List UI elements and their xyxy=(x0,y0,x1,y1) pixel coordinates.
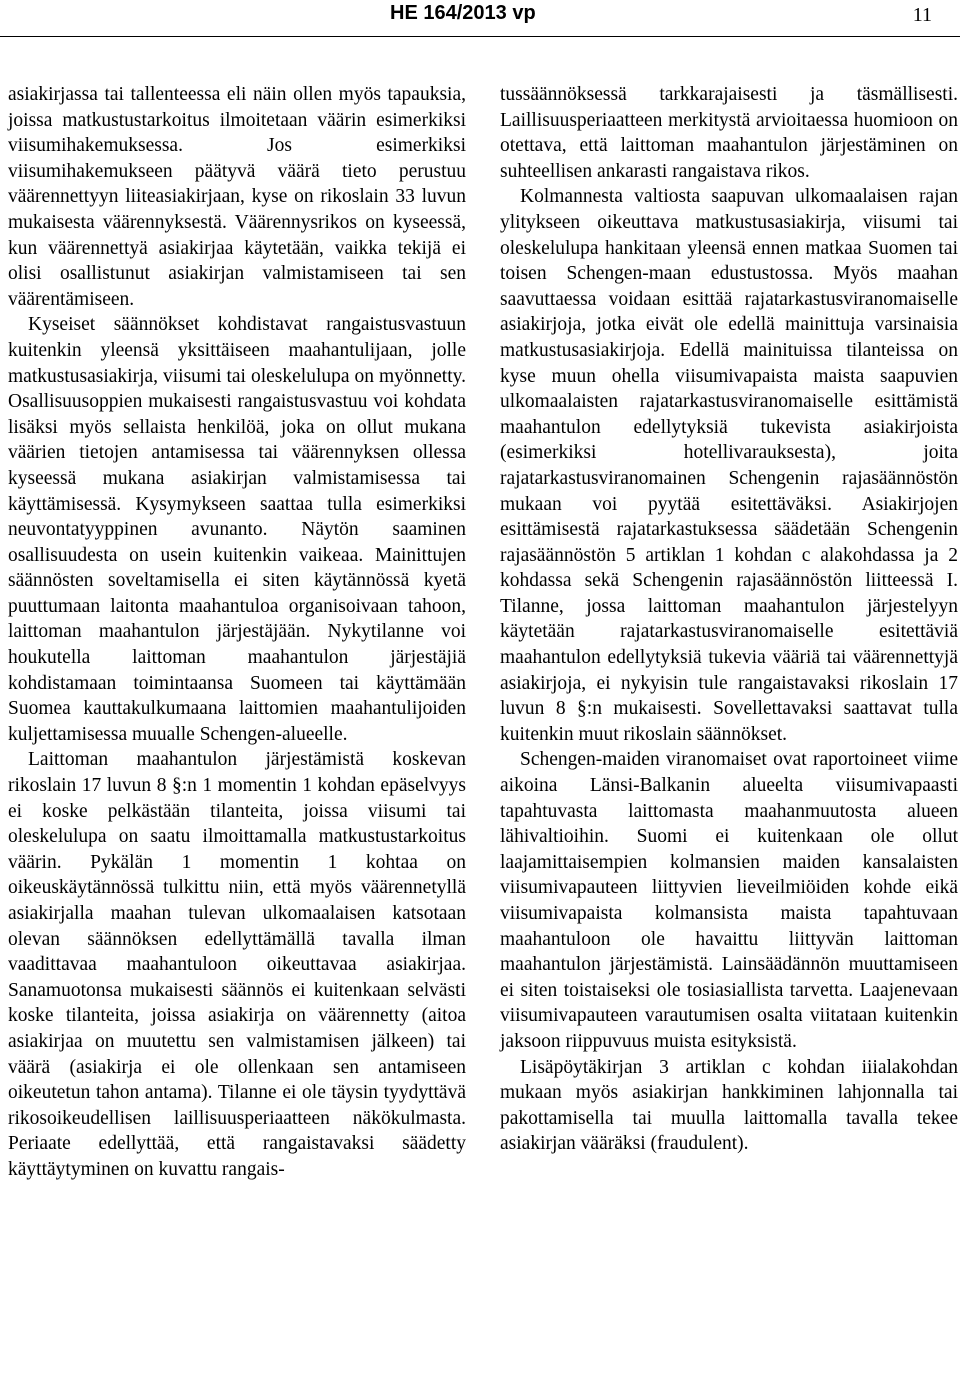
right-paragraph-3: Schengen-maiden viranomaiset ovat raportoineet viime aikoina Länsi-Balkanin alueelta viisumivapaasti tapahtuvasta laittomasta maahanmuutosta alueen lähivaltioihin. Suomi ei kuitenkaan ole ollut laajamittaisempien kolmansien maiden kansalaisten viisumivapauteen liittyvien lieveilmiöiden kohde eikä viisumivapaista kolmansista maista tapahtuvaan maahantuloon ole havaittu liittyvän laittoman maahantulon järjestämistä. Lainsäädännön muuttamiseen ei siten toistaiseksi ole tosiasiallista tarvetta. Laajenevaan viisumivapauteen varautumisen osalta viitataan kuitenkin jaksoon riippuvuus muista esityksistä. xyxy=(500,749,958,1052)
header-rule xyxy=(0,36,960,37)
document-id: HE 164/2013 vp xyxy=(390,2,536,24)
left-paragraph-2: Kyseiset säännökset kohdistavat rangaistusvastuun kuitenkin yleensä yksittäiseen maahantulijaan, jolle matkustusasiakirja, viisumi tai oleskelulupa on myönnetty. Osallisuusoppien mukaisesti rangaistusvastuu voi kohdata lisäksi myös sellaista henkilöä, joka on ollut mukana väärien tietojen antamisessa tai väärennyksen ollessa kyseessä mukana asiakirjan valmistamisessa tai käyttämisessä. Kysymykseen saattaa tulla esimerkiksi neuvontatyyppinen avunanto. Näytön saaminen osallisuudesta on usein kuitenkin vaikeaa. Mainittujen säännösten soveltamisella ei siten käytännössä kyetä puuttumaan laitonta maahantuloa organisoivaan tahoon, laittoman maahantulon järjestäjään. Nykytilanne voi houkutella laittoman maahantulon järjestäjiä kohdistamaan toimintaansa Suomeen tai käyttämään Suomea kauttakulkumaana laittomien maahantulijoiden kuljettamisessa muualle Schengen-alueelle. xyxy=(8,314,466,745)
right-column xyxy=(500,82,958,1157)
right-paragraph-4: Lisäpöytäkirjan 3 artiklan c kohdan iiialakohdan mukaan myös asiakirjan hankkiminen lahjonnalla tai pakottamisella tai muulla laittomalla tavalla tekee asiakirjan vääräksi (fraudulent). xyxy=(500,1056,958,1155)
page-number: 11 xyxy=(912,4,932,26)
left-paragraph-1: asiakirjassa tai tallenteessa eli näin ollen myös tapauksia, joissa matkustustarkoitus ilmoitetaan väärin esimerkiksi viisumihakemuksessa. Jos esimerkiksi viisumihakemukseen päätyvä väärä tieto perustuu väärennettyyn liiteasiakirjaan, kyse on rikoslain 33 luvun mukaisesta väärennyksestä. Väärennysrikos on kyseessä, kun väärennettyä asiakirjaa käytetään, vaikka tekijä ei olisi osallistunut asiakirjan valmistamiseen tai sen väärentämiseen. xyxy=(8,84,466,310)
page-header xyxy=(0,0,960,36)
left-paragraph-3: Laittoman maahantulon järjestämistä koskevan rikoslain 17 luvun 8 §:n 1 momentin 1 kohdan epäselvyys ei koske pelkästään tilanteita, joissa viisumi tai oleskelulupa on saatu ilmoittamalla matkustustarkoitus väärin. Pykälän 1 momentin 1 kohtaa on oikeuskäytännössä tulkittu niin, että myös väärennetyllä asiakirjalla maahan tulevan ulkomaalaisen katsotaan olevan säännöksen edellyttämällä tavalla ilman vaadittavaa maahantuloon oikeuttavaa asiakirjaa. Sanamuotonsa mukaisesti säännös ei kuitenkaan selvästi koske tilanteita, joissa asiakirja on väärennetty (aitoa asiakirjaa on muutettu sen valmistamisen jälkeen) tai väärä (asiakirja ei ole ollenkaan sen antamiseen oikeutetun tahon antama). Tilanne ei ole täysin tyydyttävä rikosoikeudellisen laillisuusperiaatteen näkökulmasta. Periaate edellyttää, että rangaistavaksi säädetty käyttäytyminen on kuvattu rangais- xyxy=(8,749,466,1180)
right-paragraph-2: Kolmannesta valtiosta saapuvan ulkomaalaisen rajan ylitykseen oikeuttava matkustusasiakirja, viisumi tai oleskelulupa hankitaan yleensä ennen matkaa Suomen tai toisen Schengen-maan edustustossa. Myös maahan saavuttaessa voidaan esittää rajatarkastusviranomaiselle asiakirjoja, jotka eivät ole edellä mainittuja varsinaisia matkustusasiakirjoja. Edellä mainituissa tilanteissa on kyse muun ohella viisumivapaista maista saapuvien ulkomaalaisten rajatarkastusviranomaiselle esittämistä maahantulon edellytyksiä tukevista asiakirjoista (esimerkiksi hotellivarauksesta), joita rajatarkastusviranomainen Schengenin rajasäännöstön mukaan voi pyytää esitettäväksi. Asiakirjojen esittämisestä rajatarkastuksessa säädetään Schengenin rajasäännöstön 5 artiklan 1 kohdan c alakohdassa ja 2 kohdassa sekä Schengenin rajasäännöstön liitteessä I. Tilanne, jossa laittoman maahantulon järjestelyyn käytetään rajatarkastusviranomaiselle esitettäviä maahantulon edellytyksiä tukevia vääriä tai väärennettyjä asiakirjoja, ei nykyisin tule rangaistavaksi rikoslain 17 luvun 8 §:n mukaisesti. Sovellettavaksi saattavat tulla kuitenkin muut rikoslain säännökset. xyxy=(500,186,958,745)
right-paragraph-1: tussäännöksessä tarkkarajaisesti ja täsmällisesti. Laillisuusperiaatteen merkitystä arvioitaessa huomioon on otettava, että laittoman maahantulon järjestäminen on suhteellisen ankarasti rangaistava rikos. xyxy=(500,84,958,182)
left-column xyxy=(8,82,466,1183)
